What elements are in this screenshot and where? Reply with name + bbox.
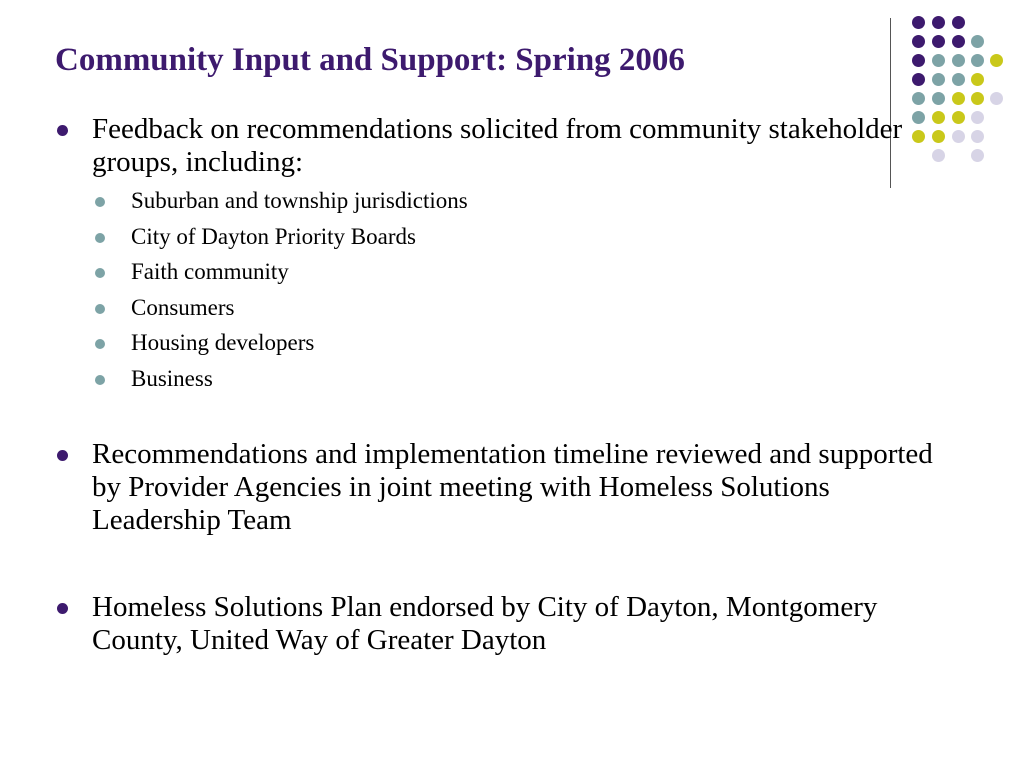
- sub-bullet-item: [55, 290, 955, 326]
- sub-bullet-text: Business: [131, 365, 213, 391]
- sub-bullet-text: City of Dayton Priority Boards: [131, 223, 416, 249]
- decor-dot: [952, 92, 965, 105]
- sub-bullet-dot-icon: [95, 233, 105, 243]
- bullet-dot-icon: [57, 450, 68, 461]
- sub-bullet-dot-icon: [95, 304, 105, 314]
- decor-dot: [932, 35, 945, 48]
- bullet-text: Recommendations and implementation timeline reviewed and supported by Provider Agencies in joint meeting with Homeless Solutions Leadership Team: [92, 438, 933, 536]
- decor-dot: [912, 54, 925, 67]
- sub-bullet-dot-icon: [95, 197, 105, 207]
- sub-bullet-item: [55, 361, 955, 397]
- sub-bullet-item: [55, 325, 955, 361]
- decor-dot: [971, 149, 984, 162]
- decor-dot: [971, 130, 984, 143]
- slide-title: Community Input and Support: Spring 2006: [55, 42, 685, 78]
- sub-bullet-item: [55, 183, 955, 219]
- sub-bullet-list: [55, 183, 955, 396]
- bullet-text: Homeless Solutions Plan endorsed by City of Dayton, Montgomery County, United Way of Greater Dayton: [92, 591, 878, 656]
- decor-dot: [990, 54, 1003, 67]
- sub-bullet-item: [55, 254, 955, 290]
- decor-dot: [971, 73, 984, 86]
- bullet-item: [55, 438, 955, 537]
- decor-dot: [952, 35, 965, 48]
- bullet-dot-icon: [57, 603, 68, 614]
- decor-dot: [932, 73, 945, 86]
- sub-bullet-item: [55, 219, 955, 255]
- decor-dot: [932, 54, 945, 67]
- decor-dot: [952, 73, 965, 86]
- decor-dot: [952, 16, 965, 29]
- sub-bullet-text: Faith community: [131, 259, 289, 284]
- sub-bullet-dot-icon: [95, 339, 105, 349]
- decor-dot: [912, 73, 925, 86]
- decor-dot: [912, 16, 925, 29]
- sub-bullet-dot-icon: [95, 375, 105, 385]
- decor-dot: [971, 111, 984, 124]
- decor-dot: [971, 35, 984, 48]
- decor-dot: [971, 92, 984, 105]
- decor-dot: [912, 92, 925, 105]
- decor-dot: [932, 16, 945, 29]
- sub-bullet-text: Consumers: [131, 294, 235, 320]
- sub-bullet-text: Suburban and township jurisdictions: [131, 188, 468, 213]
- decor-dot: [952, 54, 965, 67]
- decor-dot: [912, 35, 925, 48]
- decor-dot: [971, 54, 984, 67]
- bullet-item: [55, 113, 955, 396]
- bullet-dot-icon: [57, 125, 68, 136]
- sub-bullet-text: Housing developers: [131, 330, 315, 355]
- decor-dot: [990, 92, 1003, 105]
- decor-dot: [932, 92, 945, 105]
- slide-body: [55, 113, 955, 657]
- bullet-item: [55, 591, 955, 657]
- sub-bullet-dot-icon: [95, 268, 105, 278]
- bullet-text: Feedback on recommendations solicited from community stakeholder groups, including:: [92, 113, 903, 178]
